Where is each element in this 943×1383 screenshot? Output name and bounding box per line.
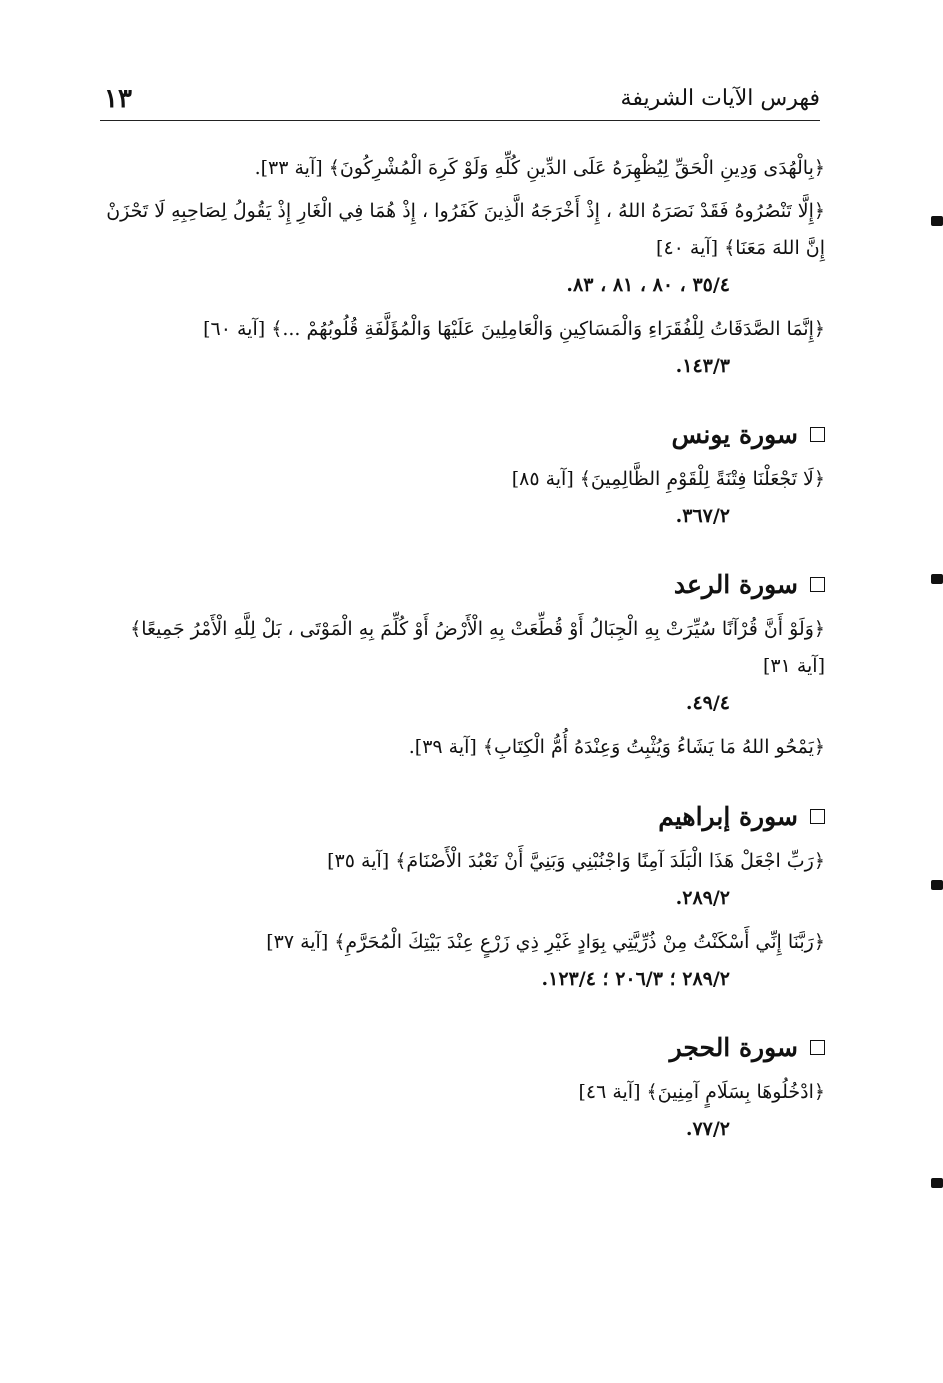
verse-entry <box>105 1074 825 1147</box>
verse-entry <box>105 311 825 384</box>
verse-entry <box>105 729 825 766</box>
square-bullet-icon <box>810 427 825 442</box>
verse-text: ﴿إِلَّا تَنْصُرُوهُ فَقَدْ نَصَرَهُ اللهُ ، إِذْ أَخْرَجَهُ الَّذِينَ كَفَرُوا ، إِذْ هُمَا فِي الْغَارِ إِذْ يَقُولُ لِصَاحِبِهِ لَا تَحْزَنْ إِنَّ اللهَ مَعَنَا﴾ [آية ٤٠] <box>106 200 825 259</box>
volume-page-refs: ٢٨٩/٢. <box>675 887 730 909</box>
surah-heading <box>105 570 825 599</box>
square-bullet-icon <box>810 577 825 592</box>
running-title: فهرس الآيات الشريفة <box>620 86 820 111</box>
page-number: ١٣ <box>104 84 132 114</box>
verse-entry <box>105 193 825 303</box>
verse-entry <box>105 150 825 187</box>
volume-page-refs: ٧٧/٢. <box>685 1118 730 1140</box>
surah-title: سورة الحجر <box>669 1033 798 1062</box>
verse-entry <box>105 611 825 721</box>
verse-text: ﴿لَا تَجْعَلْنَا فِتْنَةً لِلْقَوْمِ الظَّالِمِينَ﴾ [آية ٨٥] <box>511 468 825 490</box>
scan-edge-mark <box>931 1178 943 1188</box>
scan-edge-mark <box>931 574 943 584</box>
surah-heading <box>105 802 825 831</box>
page-header <box>100 82 820 121</box>
volume-page-refs: ٢٨٩/٢ ؛ ٢٠٦/٣ ؛ ١٢٣/٤. <box>541 968 730 990</box>
scan-edge-mark <box>931 216 943 226</box>
surah-title: سورة إبراهيم <box>658 802 798 831</box>
verse-entry <box>105 461 825 534</box>
scan-edge-mark <box>931 880 943 890</box>
verse-text: ﴿وَلَوْ أَنَّ قُرْآنًا سُيِّرَتْ بِهِ الْجِبَالُ أَوْ قُطِّعَتْ بِهِ الْأَرْضُ أَوْ كُلِّمَ بِهِ الْمَوْتَى ، بَلْ لِلَّهِ الْأَمْرُ جَمِيعًا﴾ [آية ٣١] <box>130 618 825 677</box>
verse-text: ﴿رَبَّنَا إِنِّي أَسْكَنْتُ مِنْ ذُرِّيَّتِي بِوَادٍ غَيْرِ ذِي زَرْعٍ عِنْدَ بَيْتِكَ الْمُحَرَّمِ﴾ [آية ٣٧] <box>266 931 825 953</box>
index-content <box>105 150 825 1155</box>
verse-text: ﴿يَمْحُو اللهُ مَا يَشَاءُ وَيُثْبِتُ وَعِنْدَهُ أُمُّ الْكِتَابِ﴾ [آية ٣٩]. <box>408 736 825 758</box>
verse-entry <box>105 924 825 997</box>
surah-title: سورة الرعد <box>673 570 798 599</box>
volume-page-refs: ٣٦٧/٢. <box>675 505 730 527</box>
verse-text: ﴿بِالْهُدَى وَدِينِ الْحَقِّ لِيُظْهِرَهُ عَلَى الدِّينِ كُلِّهِ وَلَوْ كَرِهَ الْمُشْرِكُونَ﴾ [آية ٣٣]. <box>254 157 825 179</box>
surah-heading <box>105 420 825 449</box>
square-bullet-icon <box>810 809 825 824</box>
verse-entry <box>105 843 825 916</box>
verse-text: ﴿رَبِّ اجْعَلْ هَذَا الْبَلَدَ آمِنًا وَاجْنُبْنِي وَبَنِيَّ أَنْ نَعْبُدَ الْأَصْنَامَ﴾ [آية ٣٥] <box>327 850 825 872</box>
volume-page-refs: ١٤٣/٣. <box>675 355 730 377</box>
verse-text: ﴿ادْخُلُوهَا بِسَلَامٍ آمِنِينَ﴾ [آية ٤٦] <box>578 1081 825 1103</box>
surah-title: سورة يونس <box>671 420 798 449</box>
volume-page-refs: ٤٩/٤. <box>685 692 730 714</box>
verse-text: ﴿إِنَّمَا الصَّدَقَاتُ لِلْفُقَرَاءِ وَالْمَسَاكِينِ وَالْعَامِلِينَ عَلَيْهَا وَالْمُؤَلَّفَةِ قُلُوبُهُمْ ...﴾ [آية ٦٠] <box>203 318 825 340</box>
surah-heading <box>105 1033 825 1062</box>
square-bullet-icon <box>810 1040 825 1055</box>
volume-page-refs: ٣٥/٤ ، ٨٠ ، ٨١ ، ٨٣. <box>566 274 730 296</box>
